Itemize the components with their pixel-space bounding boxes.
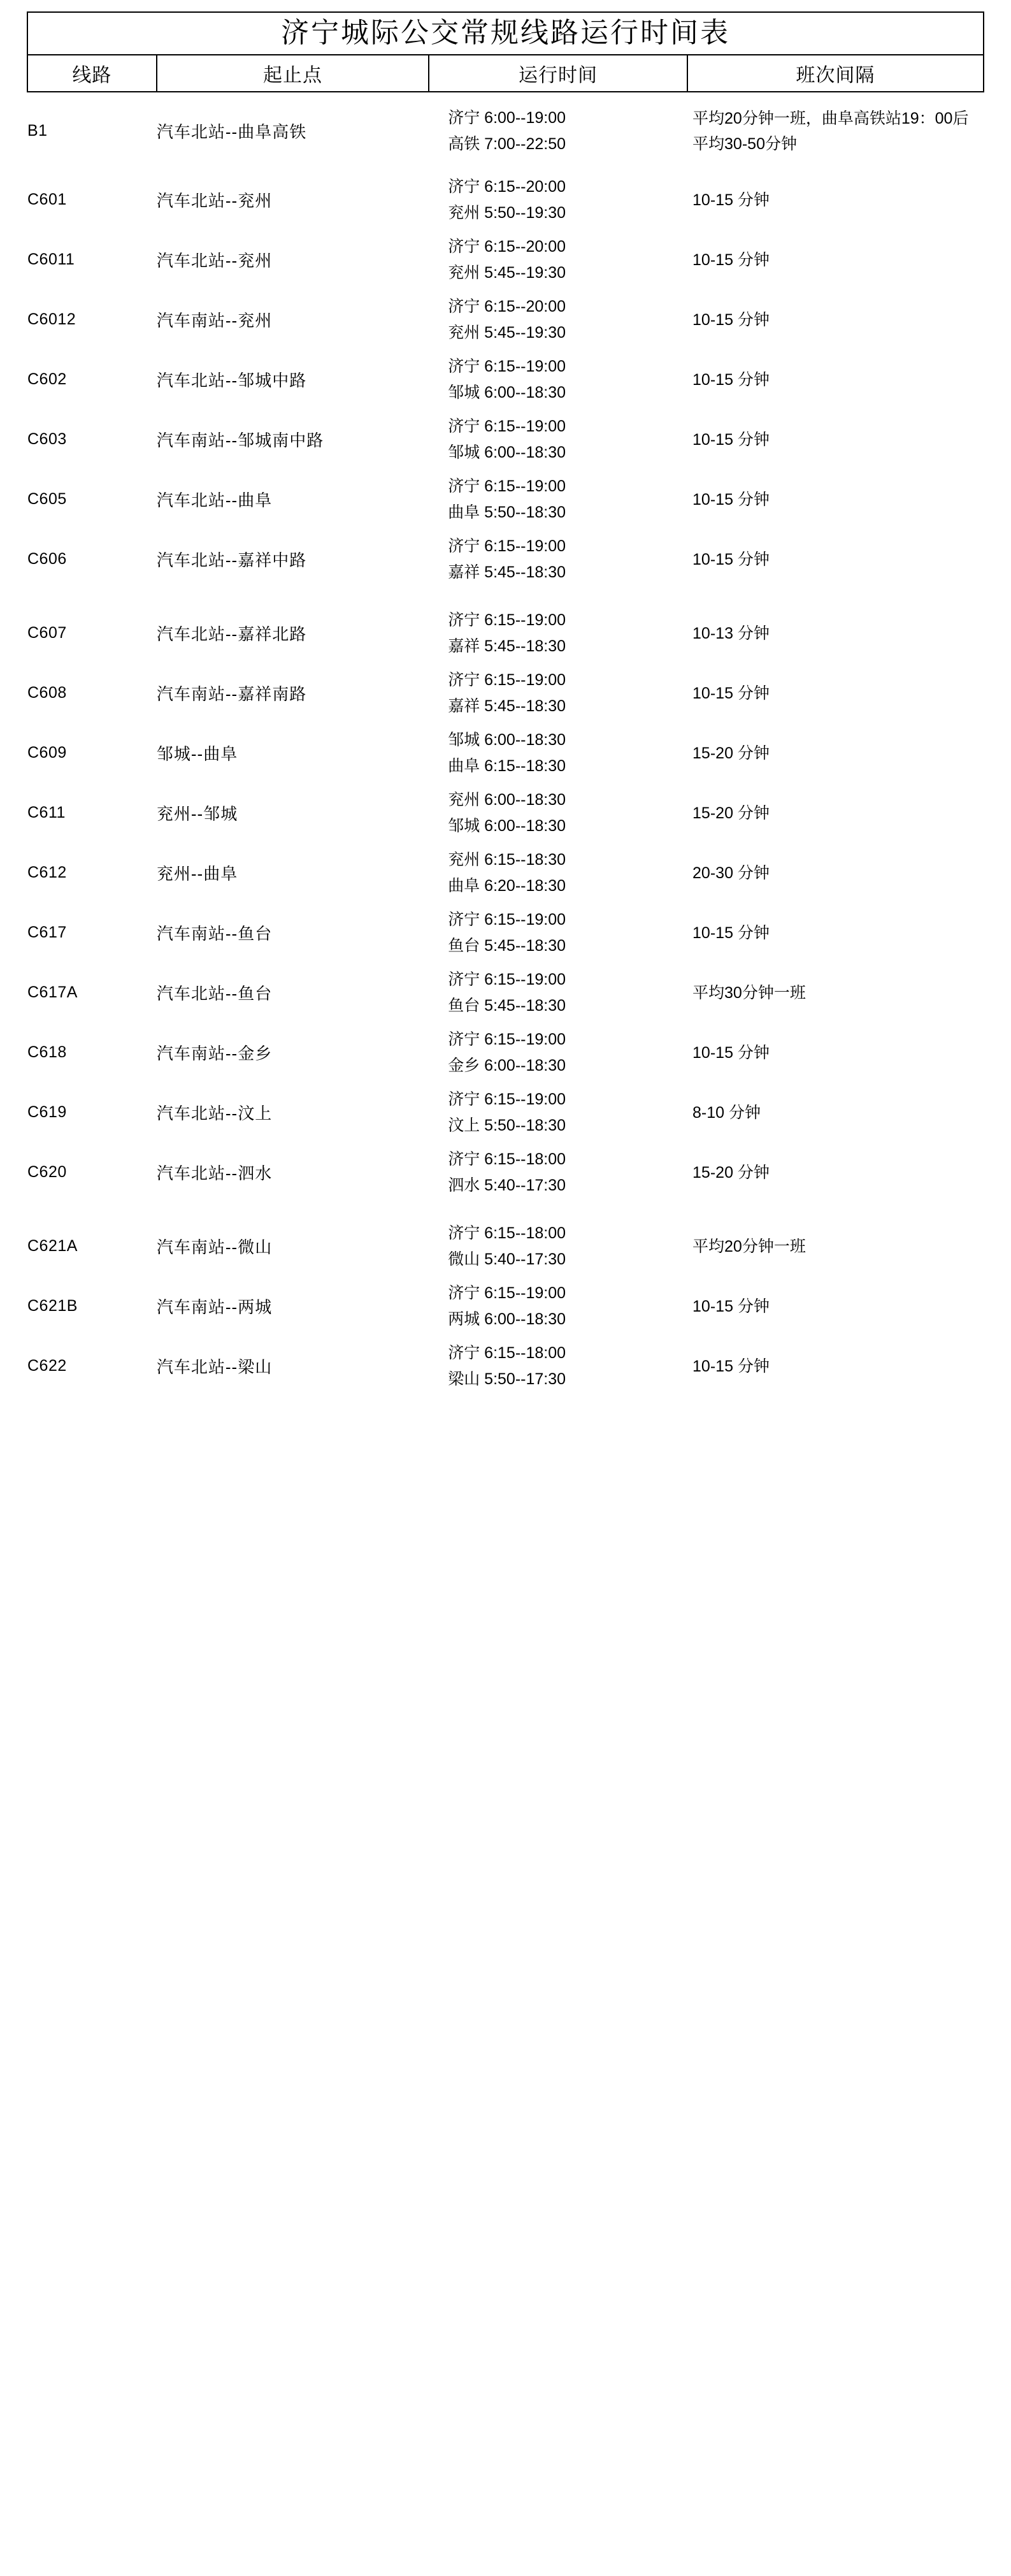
cell-operating-hours — [429, 903, 687, 963]
column-header-frequency: 班次间隔 — [687, 55, 984, 92]
cell-route: C618 — [27, 1043, 67, 1062]
cell-operating-hours — [429, 92, 687, 170]
table-row — [27, 530, 984, 590]
cell-operating-hours — [429, 963, 687, 1023]
cell-operating-hours — [429, 410, 687, 470]
cell-frequency: 10-15 分钟 — [692, 430, 770, 449]
operating-hours-line: 济宁 6:15--19:00 — [448, 1090, 566, 1108]
operating-hours-line: 济宁 6:00--19:00 — [448, 108, 566, 127]
cell-operating-hours — [429, 663, 687, 723]
cell-route: C6012 — [27, 310, 76, 329]
cell-frequency: 10-15 分钟 — [692, 1043, 770, 1062]
operating-hours-line: 嘉祥 5:45--18:30 — [448, 697, 566, 715]
schedule-block — [27, 92, 984, 590]
cell-frequency: 10-15 分钟 — [692, 923, 770, 942]
table-header-section — [27, 12, 984, 92]
operating-hours-line: 济宁 6:15--20:00 — [448, 237, 566, 256]
table-row — [27, 843, 984, 903]
operating-hours-line: 济宁 6:15--20:00 — [448, 297, 566, 315]
cell-endpoints: 汽车北站--鱼台 — [156, 984, 273, 1004]
cell-frequency: 10-15 分钟 — [692, 550, 770, 568]
operating-hours-line: 兖州 5:45--19:30 — [448, 263, 566, 282]
table-row — [27, 783, 984, 843]
operating-hours-line: 济宁 6:15--19:00 — [448, 537, 566, 555]
operating-hours-line: 汶上 5:50--18:30 — [448, 1116, 566, 1134]
cell-endpoints: 汽车南站--金乡 — [156, 1044, 273, 1064]
operating-hours-line: 济宁 6:15--20:00 — [448, 177, 566, 196]
cell-route: C602 — [27, 370, 67, 389]
schedule-block — [27, 1217, 984, 1396]
cell-endpoints: 兖州--曲阜 — [156, 864, 238, 884]
operating-hours-line: 济宁 6:15--19:00 — [448, 1284, 566, 1302]
cell-operating-hours — [429, 1143, 687, 1203]
operating-hours-line: 鱼台 5:45--18:30 — [448, 996, 566, 1015]
table-row — [27, 92, 984, 170]
cell-endpoints: 汽车南站--兖州 — [156, 311, 273, 331]
table-row — [27, 230, 984, 290]
cell-route: C606 — [27, 550, 67, 568]
operating-hours-line: 兖州 5:50--19:30 — [448, 203, 566, 222]
table-row — [27, 1143, 984, 1203]
cell-operating-hours — [429, 290, 687, 350]
operating-hours-line: 兖州 5:45--19:30 — [448, 323, 566, 342]
operating-hours-line: 济宁 6:15--19:00 — [448, 670, 566, 689]
operating-hours-line: 兖州 6:15--18:30 — [448, 850, 566, 869]
operating-hours-line: 济宁 6:15--18:00 — [448, 1150, 566, 1168]
operating-hours-line: 曲阜 6:20--18:30 — [448, 876, 566, 895]
cell-endpoints: 兖州--邹城 — [156, 804, 238, 824]
operating-hours-line: 邹城 6:00--18:30 — [448, 383, 566, 402]
cell-route: C605 — [27, 490, 67, 509]
operating-hours-line: 微山 5:40--17:30 — [448, 1250, 566, 1268]
cell-frequency: 平均20分钟一班 — [692, 1237, 806, 1255]
cell-frequency: 10-15 分钟 — [692, 684, 770, 702]
table-row — [27, 1217, 984, 1277]
table-row — [27, 1023, 984, 1083]
operating-hours-line: 济宁 6:15--18:00 — [448, 1343, 566, 1362]
cell-operating-hours — [429, 723, 687, 783]
cell-frequency: 平均20分钟一班，曲阜高铁站19：00后平均30-50分钟 — [692, 109, 969, 153]
cell-endpoints: 汽车南站--鱼台 — [156, 924, 273, 944]
cell-operating-hours — [429, 350, 687, 410]
cell-operating-hours — [429, 1023, 687, 1083]
operating-hours-line: 邹城 6:00--18:30 — [448, 443, 566, 461]
table-row — [27, 170, 984, 230]
cell-route: C603 — [27, 430, 67, 449]
operating-hours-line: 济宁 6:15--19:00 — [448, 910, 566, 929]
cell-operating-hours — [429, 1336, 687, 1396]
cell-route: C617A — [27, 983, 78, 1002]
table-row — [27, 723, 984, 783]
cell-operating-hours — [429, 470, 687, 530]
operating-hours-line: 邹城 6:00--18:30 — [448, 816, 566, 835]
cell-route: C617 — [27, 923, 67, 942]
cell-route: C6011 — [27, 250, 75, 269]
cell-route: C612 — [27, 864, 67, 882]
column-header-operating-hours: 运行时间 — [429, 55, 687, 92]
column-header-row — [27, 55, 984, 92]
cell-route: C608 — [27, 684, 67, 702]
cell-endpoints: 汽车北站--嘉祥北路 — [156, 625, 307, 644]
table-row — [27, 604, 984, 663]
operating-hours-line: 高铁 7:00--22:50 — [448, 134, 566, 153]
cell-frequency: 10-15 分钟 — [692, 191, 770, 209]
operating-hours-line: 金乡 6:00--18:30 — [448, 1056, 566, 1075]
title-row — [27, 12, 984, 55]
cell-frequency: 15-20 分钟 — [692, 804, 770, 822]
cell-route: C621A — [27, 1237, 78, 1255]
cell-frequency: 20-30 分钟 — [692, 864, 770, 882]
operating-hours-line: 济宁 6:15--19:00 — [448, 357, 566, 375]
cell-operating-hours — [429, 530, 687, 590]
cell-route: C611 — [27, 804, 66, 822]
operating-hours-line: 济宁 6:15--19:00 — [448, 970, 566, 988]
operating-hours-line: 嘉祥 5:45--18:30 — [448, 563, 566, 581]
cell-route: C622 — [27, 1357, 67, 1375]
cell-endpoints: 汽车北站--曲阜 — [156, 491, 273, 510]
cell-operating-hours — [429, 1277, 687, 1336]
cell-operating-hours — [429, 1083, 687, 1143]
cell-frequency: 15-20 分钟 — [692, 1163, 770, 1182]
cell-operating-hours — [429, 783, 687, 843]
operating-hours-line: 梁山 5:50--17:30 — [448, 1370, 566, 1388]
cell-operating-hours — [429, 1217, 687, 1277]
cell-endpoints: 汽车南站--微山 — [156, 1238, 273, 1257]
operating-hours-line: 济宁 6:15--19:00 — [448, 417, 566, 435]
operating-hours-line: 邹城 6:00--18:30 — [448, 730, 566, 749]
cell-frequency: 8-10 分钟 — [692, 1103, 761, 1122]
table-row — [27, 963, 984, 1023]
cell-endpoints: 邹城--曲阜 — [156, 744, 238, 764]
cell-endpoints: 汽车北站--兖州 — [156, 251, 273, 271]
cell-route: C619 — [27, 1103, 67, 1122]
cell-endpoints: 汽车北站--汶上 — [156, 1104, 273, 1124]
cell-endpoints: 汽车北站--兖州 — [156, 191, 273, 211]
cell-frequency: 10-15 分钟 — [692, 490, 770, 509]
cell-route: C621B — [27, 1297, 78, 1315]
block-separator — [27, 590, 984, 604]
cell-frequency: 10-15 分钟 — [692, 1297, 770, 1315]
schedule-table — [27, 11, 984, 92]
cell-endpoints: 汽车北站--邹城中路 — [156, 371, 307, 391]
cell-frequency: 15-20 分钟 — [692, 744, 770, 762]
column-header-route: 线路 — [27, 55, 157, 92]
table-row — [27, 1336, 984, 1396]
cell-endpoints: 汽车南站--邹城南中路 — [156, 431, 324, 451]
operating-hours-line: 兖州 6:00--18:30 — [448, 790, 566, 809]
operating-hours-line: 两城 6:00--18:30 — [448, 1310, 566, 1328]
schedule-blocks — [27, 92, 984, 1396]
operating-hours-line: 济宁 6:15--19:00 — [448, 611, 566, 629]
operating-hours-line: 济宁 6:15--19:00 — [448, 1030, 566, 1048]
cell-endpoints: 汽车南站--嘉祥南路 — [156, 684, 307, 704]
cell-endpoints: 汽车北站--泗水 — [156, 1164, 273, 1183]
cell-route: C620 — [27, 1163, 67, 1182]
schedule-block — [27, 604, 984, 1203]
table-row — [27, 410, 984, 470]
cell-frequency: 10-15 分钟 — [692, 310, 770, 329]
operating-hours-line: 鱼台 5:45--18:30 — [448, 936, 566, 955]
operating-hours-line: 曲阜 5:50--18:30 — [448, 503, 566, 521]
cell-endpoints: 汽车南站--两城 — [156, 1298, 273, 1317]
cell-frequency: 10-15 分钟 — [692, 370, 770, 389]
cell-operating-hours — [429, 170, 687, 230]
cell-frequency: 10-15 分钟 — [692, 1357, 770, 1375]
cell-route: C607 — [27, 624, 67, 642]
table-row — [27, 903, 984, 963]
cell-operating-hours — [429, 604, 687, 663]
column-header-endpoints: 起止点 — [157, 55, 429, 92]
cell-route: C601 — [27, 191, 67, 209]
table-row — [27, 290, 984, 350]
cell-frequency: 10-15 分钟 — [692, 250, 770, 269]
table-row — [27, 1083, 984, 1143]
table-row — [27, 470, 984, 530]
cell-endpoints: 汽车北站--嘉祥中路 — [156, 551, 307, 570]
operating-hours-line: 济宁 6:15--18:00 — [448, 1224, 566, 1242]
table-row — [27, 350, 984, 410]
cell-frequency: 平均30分钟一班 — [692, 983, 806, 1002]
operating-hours-line: 曲阜 6:15--18:30 — [448, 756, 566, 775]
cell-endpoints: 汽车北站--曲阜高铁 — [156, 122, 307, 142]
cell-operating-hours — [429, 230, 687, 290]
cell-route: B1 — [27, 122, 48, 140]
page-title: 济宁城际公交常规线路运行时间表 — [27, 12, 984, 55]
operating-hours-line: 泗水 5:40--17:30 — [448, 1176, 566, 1194]
table-row — [27, 1277, 984, 1336]
cell-frequency: 10-13 分钟 — [692, 624, 770, 642]
cell-route: C609 — [27, 744, 67, 762]
cell-operating-hours — [429, 843, 687, 903]
operating-hours-line: 嘉祥 5:45--18:30 — [448, 637, 566, 655]
table-row — [27, 663, 984, 723]
block-separator — [27, 1203, 984, 1217]
operating-hours-line: 济宁 6:15--19:00 — [448, 477, 566, 495]
cell-endpoints: 汽车北站--梁山 — [156, 1357, 273, 1377]
